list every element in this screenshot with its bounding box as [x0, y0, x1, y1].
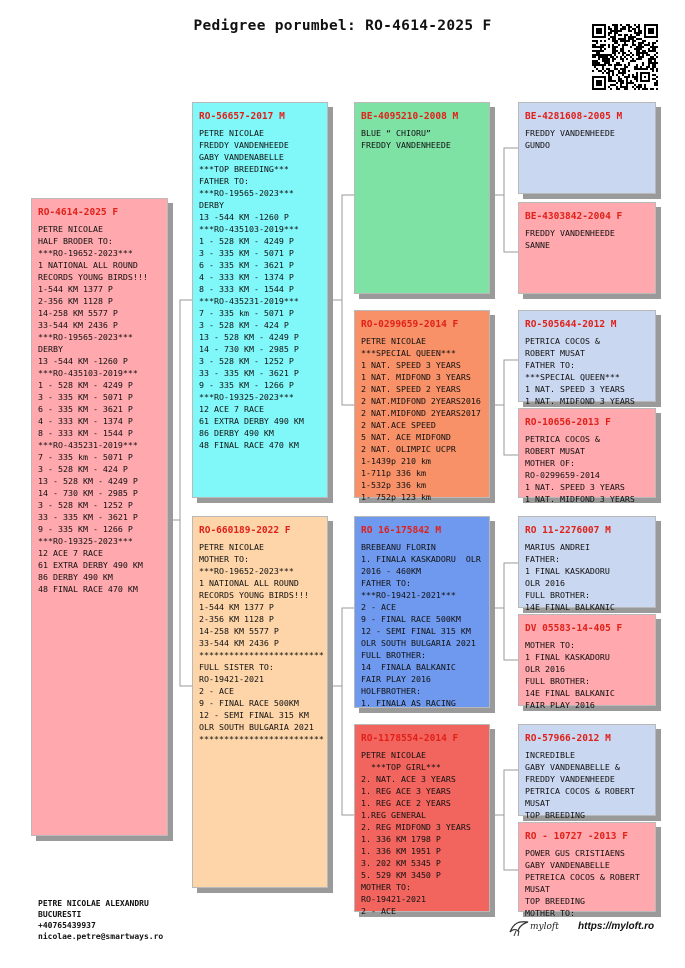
- pedigree-card-mother[interactable]: [192, 516, 328, 888]
- card-line: ***TOP BREEDING***: [199, 164, 289, 174]
- card-line: GUNDO: [525, 140, 550, 150]
- ring-number: RO-1178554-2014 F: [361, 733, 459, 744]
- card-line: ***TOP GIRL***: [361, 762, 441, 772]
- card-line: 2-356 KM 1128 P: [38, 296, 113, 306]
- card-line: GABY VANDENABELLE: [525, 860, 610, 870]
- owner-name: PETRE NICOLAE ALEXANDRU: [38, 899, 149, 908]
- card-line: PETRE NICOLAE: [199, 542, 264, 552]
- card-line: 3 - 335 KM - 5071 P: [38, 392, 133, 402]
- pedigree-card-fmf[interactable]: [518, 310, 656, 406]
- card-line: 8 - 333 KM - 1544 P: [199, 284, 294, 294]
- card-lines: [525, 433, 649, 505]
- card-line: 9 - 335 KM - 1266 P: [38, 524, 133, 534]
- card-line: ROBERT MUSAT: [525, 446, 585, 456]
- ring-number: BE-4095210-2008 M: [361, 111, 459, 122]
- card-line: 61 EXTRA DERBY 490 KM: [199, 416, 304, 426]
- card-line: RO-19421-2021: [361, 894, 426, 904]
- card-line: 2 - ACE: [361, 906, 396, 916]
- card-line: 4 - 333 KM - 1374 P: [38, 416, 133, 426]
- card-line: TOP BREEDING: [525, 810, 585, 820]
- card-line: ***RO-19652-2023***: [199, 566, 294, 576]
- card-line: 61 EXTRA DERBY 490 KM: [38, 560, 143, 570]
- ring-number: BE-4303842-2004 F: [525, 211, 623, 222]
- card-line: PETREICA COCOS & ROBERT: [525, 872, 640, 882]
- card-line: ***RO-19325-2023***: [38, 536, 133, 546]
- card-line: FREDDY VANDENHEEDE: [361, 140, 451, 150]
- card-line: 5 NAT. ACE MIDFOND: [361, 432, 451, 442]
- card-lines: [525, 335, 649, 407]
- card-line: ***RO-19652-2023***: [38, 248, 133, 258]
- pedigree-card-mff[interactable]: [518, 516, 656, 612]
- card-line: MUSAT: [525, 884, 550, 894]
- card-lines: [525, 639, 649, 711]
- card-line: 2016 - 460KM: [361, 566, 421, 576]
- card-line: 1-532p 336 km: [361, 480, 426, 490]
- card-line: 1 FINAL KASKADORU: [525, 652, 610, 662]
- card-line: 2. NAT. ACE 3 YEARS: [361, 774, 456, 784]
- card-line: ***RO-435231-2019***: [38, 440, 138, 450]
- card-line: MUSAT: [525, 798, 550, 808]
- card-line: 4 - 333 KM - 1374 P: [199, 272, 294, 282]
- card-line: 3 - 528 KM - 424 P: [38, 464, 128, 474]
- owner-phone: +40765439937: [38, 921, 96, 930]
- card-line: FATHER:: [525, 554, 560, 564]
- card-line: PETRICA COCOS &: [525, 336, 600, 346]
- pedigree-card-father[interactable]: [192, 102, 328, 498]
- owner-email: nicolae.petre@smartways.ro: [38, 932, 164, 941]
- pedigree-card-mmm[interactable]: [518, 822, 656, 918]
- card-line: FATHER TO:: [199, 176, 249, 186]
- pedigree-card-father-mother[interactable]: [354, 310, 490, 502]
- card-line: 14E FINAL BALKANIC: [525, 602, 615, 612]
- card-line: FATHER TO:: [361, 578, 411, 588]
- card-line: 14-258 KM 5577 P: [38, 308, 118, 318]
- card-line: OLR SOUTH BULGARIA 2021: [199, 722, 314, 732]
- card-line: 48 FINAL RACE 470 KM: [38, 584, 138, 594]
- owner-city: BUCURESTI: [38, 910, 82, 919]
- card-line: 2 NAT.ACE SPEED: [361, 420, 436, 430]
- card-line: FREDDY VANDENHEEDE: [525, 774, 615, 784]
- card-lines: [38, 223, 161, 595]
- card-line: 13 - 528 KM - 4249 P: [199, 332, 299, 342]
- card-line: 3 - 335 KM - 5071 P: [199, 248, 294, 258]
- card-line: 2 NAT.MIDFOND 2YEARS2017: [361, 408, 481, 418]
- card-line: 1- 752p 123 km: [361, 492, 431, 502]
- bird-logo-icon: [508, 918, 530, 938]
- card-line: 1-544 KM 1377 P: [199, 602, 274, 612]
- card-line: DERBY: [38, 344, 63, 354]
- card-line: MOTHER TO:: [525, 908, 575, 918]
- card-line: *************************: [199, 734, 324, 744]
- card-line: 1 - 528 KM - 4249 P: [199, 236, 294, 246]
- card-line: 12 ACE 7 RACE: [199, 404, 264, 414]
- card-lines: [199, 541, 324, 745]
- card-line: PETRE NICOLAE: [199, 128, 264, 138]
- card-line: ROBERT MUSAT: [525, 348, 585, 358]
- card-line: MOTHER TO:: [361, 882, 411, 892]
- card-line: 3 - 528 KM - 1252 P: [199, 356, 294, 366]
- card-line: 2 NAT.MIDFOND 2YEARS2016: [361, 396, 481, 406]
- card-line: 1. REG ACE 2 YEARS: [361, 798, 451, 808]
- card-line: 33 - 335 KM - 3621 P: [199, 368, 299, 378]
- card-line: PETRE NICOLAE: [38, 224, 103, 234]
- card-line: ***RO-19565-2023***: [38, 332, 133, 342]
- card-line: FULL BROTHER:: [361, 650, 426, 660]
- card-line: 1. 336 KM 1951 P: [361, 846, 441, 856]
- card-line: 14 FINALA BALKANIC: [361, 662, 456, 672]
- pedigree-card-ffm[interactable]: [518, 202, 656, 294]
- card-line: 14 - 730 KM - 2985 P: [38, 488, 138, 498]
- card-line: 14 - 730 KM - 2985 P: [199, 344, 299, 354]
- card-lines: [525, 749, 649, 821]
- card-line: OLR 2016: [525, 578, 565, 588]
- card-line: ***SPECIAL QUEEN***: [525, 372, 620, 382]
- card-line: HOLFBROTHER:: [361, 686, 421, 696]
- card-line: 2 NAT. OLIMPIC UCPR: [361, 444, 456, 454]
- card-line: 1 NAT. MIDFOND 3 YEARS: [525, 396, 635, 406]
- card-line: 6 - 335 KM - 3621 P: [199, 260, 294, 270]
- ring-number: DV 05583-14-405 F: [525, 623, 623, 634]
- card-line: PETRE NICOLAE: [361, 336, 426, 346]
- card-line: FULL BROTHER:: [525, 676, 590, 686]
- card-lines: [525, 541, 649, 613]
- card-lines: [361, 127, 483, 151]
- ring-number: RO-57966-2012 M: [525, 733, 611, 744]
- card-line: 1 NATIONAL ALL ROUND: [199, 578, 299, 588]
- card-line: RO-19421-2021: [199, 674, 264, 684]
- card-line: 86 DERBY 490 KM: [38, 572, 113, 582]
- card-line: DERBY: [199, 200, 224, 210]
- card-line: 5. 529 KM 3450 P: [361, 870, 441, 880]
- card-line: ***RO-435231-2019***: [199, 296, 299, 306]
- ring-number: RO 11-2276007 M: [525, 525, 611, 536]
- card-line: 1. FINALA AS RACING: [361, 698, 456, 708]
- card-line: 1-711p 336 km: [361, 468, 426, 478]
- card-line: FULL SISTER TO:: [199, 662, 274, 672]
- card-line: 12 - SEMI FINAL 315 KM: [361, 626, 471, 636]
- card-line: 86 DERBY 490 KM: [199, 428, 274, 438]
- ring-number: RO 16-175842 M: [361, 525, 442, 536]
- card-line: 1. 336 KM 1798 P: [361, 834, 441, 844]
- card-line: PETRICA COCOS &: [525, 434, 600, 444]
- card-lines: [525, 127, 649, 151]
- pedigree-card-mother-father[interactable]: [354, 516, 490, 708]
- card-line: 7 - 335 km - 5071 P: [199, 308, 294, 318]
- card-line: 1 NATIONAL ALL ROUND: [38, 260, 138, 270]
- card-line: 3 - 528 KM - 1252 P: [38, 500, 133, 510]
- card-line: FATHER TO:: [525, 360, 575, 370]
- pedigree-card-mfm[interactable]: [518, 614, 656, 710]
- card-line: 2 NAT. SPEED 2 YEARS: [361, 384, 461, 394]
- card-line: 2. REG MIDFOND 3 YEARS: [361, 822, 471, 832]
- card-line: 13 -544 KM -1260 P: [199, 212, 289, 222]
- card-line: 2-356 KM 1128 P: [199, 614, 274, 624]
- card-lines: [361, 541, 483, 709]
- card-line: 13 - 528 KM - 4249 P: [38, 476, 138, 486]
- brand-logo-text: myloft: [530, 922, 559, 932]
- card-line: BREBEANU FLORIN: [361, 542, 436, 552]
- card-line: GABY VANDENABELLE &: [525, 762, 620, 772]
- card-line: 1 NAT. SPEED 3 YEARS: [525, 384, 625, 394]
- card-line: TOP BREEDING: [525, 896, 585, 906]
- card-lines: [361, 749, 483, 917]
- card-line: RO-0299659-2014: [525, 470, 600, 480]
- pedigree-card-father-father[interactable]: [354, 102, 490, 294]
- pedigree-card-mother-mother[interactable]: [354, 724, 490, 916]
- card-line: 1 - 528 KM - 4249 P: [38, 380, 133, 390]
- card-line: 12 - SEMI FINAL 315 KM: [199, 710, 309, 720]
- card-line: SANNE: [525, 240, 550, 250]
- card-lines: [199, 127, 321, 451]
- card-line: FAIR PLAY 2016: [525, 700, 595, 710]
- card-line: RECORDS YOUNG BIRDS!!!: [38, 272, 148, 282]
- card-line: 48 FINAL RACE 470 KM: [199, 440, 299, 450]
- card-line: 7 - 335 km - 5071 P: [38, 452, 133, 462]
- card-line: 13 -544 KM -1260 P: [38, 356, 128, 366]
- card-line: 1 NAT. SPEED 3 YEARS: [361, 360, 461, 370]
- card-line: POWER GUS CRISTIAENS: [525, 848, 625, 858]
- ring-number: RO - 10727 -2013 F: [525, 831, 628, 842]
- card-lines: [525, 847, 649, 919]
- owner-info: [38, 898, 163, 942]
- card-line: MOTHER TO:: [525, 640, 575, 650]
- card-line: FREDDY VANDENHEEDE: [525, 128, 615, 138]
- card-line: 3. 202 KM 5345 P: [361, 858, 441, 868]
- card-line: 1-1439p 210 km: [361, 456, 431, 466]
- card-line: HALF BRODER TO:: [38, 236, 113, 246]
- ring-number: RO-4614-2025 F: [38, 207, 119, 218]
- card-line: ***RO-19565-2023***: [199, 188, 294, 198]
- card-line: FULL BROTHER:: [525, 590, 590, 600]
- brand-url-link[interactable]: https://myloft.ro: [578, 921, 655, 932]
- card-line: 9 - 335 KM - 1266 P: [199, 380, 294, 390]
- pedigree-card-subject[interactable]: [31, 198, 168, 836]
- card-line: INCREDIBLE: [525, 750, 575, 760]
- card-line: 1.REG GENERAL: [361, 810, 426, 820]
- card-line: 1 NAT. SPEED 3 YEARS: [525, 482, 625, 492]
- card-line: MOTHER TO:: [199, 554, 249, 564]
- card-lines: [525, 227, 649, 251]
- card-line: PETRICA COCOS & ROBERT: [525, 786, 635, 796]
- ring-number: RO-505644-2012 M: [525, 319, 617, 330]
- card-line: 14E FINAL BALKANIC: [525, 688, 615, 698]
- card-line: 1 NAT. MIDFOND 3 YEARS: [361, 372, 471, 382]
- card-line: ***RO-435103-2019***: [199, 224, 299, 234]
- card-line: 14-258 KM 5577 P: [199, 626, 279, 636]
- card-line: 2 - ACE: [199, 686, 234, 696]
- card-line: 8 - 333 KM - 1544 P: [38, 428, 133, 438]
- ring-number: RO-0299659-2014 F: [361, 319, 459, 330]
- card-line: 6 - 335 KM - 3621 P: [38, 404, 133, 414]
- card-line: ***SPECIAL QUEEN***: [361, 348, 456, 358]
- card-line: GABY VANDENABELLE: [199, 152, 284, 162]
- ring-number: BE-4281608-2005 M: [525, 111, 623, 122]
- page-title: Pedigree porumbel: RO-4614-2025 F: [193, 18, 492, 34]
- card-line: RECORDS YOUNG BIRDS!!!: [199, 590, 309, 600]
- card-line: FAIR PLAY 2016: [361, 674, 431, 684]
- ring-number: RO-660189-2022 F: [199, 525, 291, 536]
- card-line: MARIUS ANDREI: [525, 542, 590, 552]
- card-line: ***RO-19421-2021***: [361, 590, 456, 600]
- card-line: 2 - ACE: [361, 602, 396, 612]
- card-line: FREDDY VANDENHEEDE: [525, 228, 615, 238]
- card-line: PETRE NICOLAE: [361, 750, 426, 760]
- card-line: ***RO-19325-2023***: [199, 392, 294, 402]
- card-line: 9 - FINAL RACE 500KM: [361, 614, 461, 624]
- card-line: 33-544 KM 2436 P: [38, 320, 118, 330]
- card-line: 1. FINALA KASKADORU OLR: [361, 554, 481, 564]
- card-line: 1-544 KM 1377 P: [38, 284, 113, 294]
- card-line: *************************: [199, 650, 324, 660]
- ring-number: RO-56657-2017 M: [199, 111, 285, 122]
- card-line: BLUE “ CHIORU”: [361, 128, 431, 138]
- card-line: OLR SOUTH BULGARIA 2021: [361, 638, 476, 648]
- brand-footer: [508, 918, 658, 938]
- card-line: 33 - 335 KM - 3621 P: [38, 512, 138, 522]
- ring-number: RO-10656-2013 F: [525, 417, 611, 428]
- pedigree-card-fff[interactable]: [518, 102, 656, 194]
- card-lines: [361, 335, 483, 503]
- pedigree-card-fmm[interactable]: [518, 408, 656, 504]
- card-line: ***RO-435103-2019***: [38, 368, 138, 378]
- card-line: 1 FINAL KASKADORU: [525, 566, 610, 576]
- card-line: 12 ACE 7 RACE: [38, 548, 103, 558]
- card-line: 9 - FINAL RACE 500KM: [199, 698, 299, 708]
- card-line: 1 NAT. MIDFOND 3 YEARS: [525, 494, 635, 504]
- card-line: 1. REG ACE 3 YEARS: [361, 786, 451, 796]
- card-line: 3 - 528 KM - 424 P: [199, 320, 289, 330]
- pedigree-card-mmf[interactable]: [518, 724, 656, 820]
- card-line: OLR 2016: [525, 664, 565, 674]
- card-line: 33-544 KM 2436 P: [199, 638, 279, 648]
- card-line: FREDDY VANDENHEEDE: [199, 140, 289, 150]
- card-line: MOTHER OF:: [525, 458, 575, 468]
